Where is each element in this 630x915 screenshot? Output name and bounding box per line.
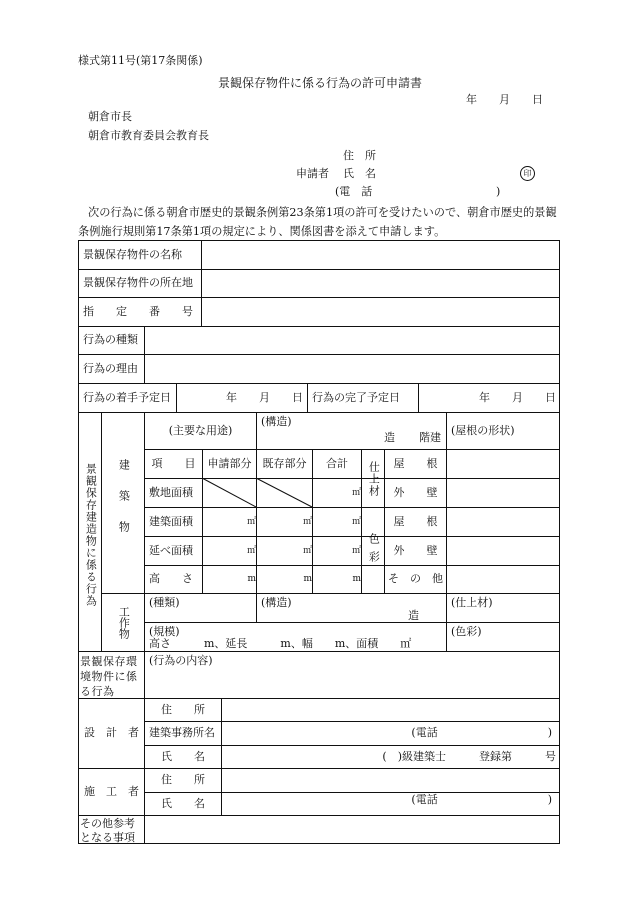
site-area-label: 敷地面積 <box>149 485 193 499</box>
col-item: 項 目 <box>151 456 196 470</box>
start-date-value: 年 月 日 <box>226 390 303 404</box>
color-label: 色彩 <box>367 532 381 569</box>
designer-name-label: 氏 名 <box>161 749 205 763</box>
action-type-label: 行為の種類 <box>83 333 138 347</box>
action-reason-label: 行為の理由 <box>83 361 138 375</box>
designer-address-label: 住 所 <box>161 702 205 716</box>
building-label: 建築物 <box>117 458 131 552</box>
applicant-name-label: 氏 名 <box>343 167 376 180</box>
main-use-label: (主要な用途) <box>168 423 233 437</box>
color-outer-wall-label: 外 壁 <box>393 543 438 557</box>
applicant-address-label: 住 所 <box>343 149 376 162</box>
architect-registration: ( )級建築士 登録第 号 <box>382 749 556 763</box>
designation-number-label: 指 定 番 号 <box>83 304 193 318</box>
env-property-label: 景観保存環境物件に係る行為 <box>80 655 138 698</box>
roof-label: 屋 根 <box>393 456 438 470</box>
height-total-unit: m <box>352 574 361 585</box>
color-other-label: そ の 他 <box>388 572 443 586</box>
start-date-label: 行為の着手予定日 <box>83 390 171 404</box>
structure-work-label: 工作物 <box>117 606 131 639</box>
height-applied-unit: m <box>247 574 256 585</box>
page-title: 景観保存物件に係る行為の許可申請書 <box>218 76 423 90</box>
constructor-address-label: 住 所 <box>161 773 205 787</box>
end-date-label: 行為の完了予定日 <box>312 390 400 404</box>
structure-floors: 階建 <box>419 431 441 444</box>
designer-label: 設 計 者 <box>84 726 139 740</box>
applicant-phone-close: ) <box>496 185 501 198</box>
applicant-phone-label: (電 話 <box>335 185 373 198</box>
roof-shape-label: (屋根の形状) <box>451 423 515 437</box>
building-area-label: 建築面積 <box>149 514 193 528</box>
outer-wall-label: 外 壁 <box>393 485 438 499</box>
site-area-total-unit: ㎡ <box>351 487 361 498</box>
work-structure-label: (構造) <box>261 596 292 609</box>
structure-zou: 造 <box>384 431 395 444</box>
other-reference-label: その他参考となる事項 <box>80 817 135 845</box>
action-content-label: (行為の内容) <box>149 654 213 667</box>
work-structure-zou: 造 <box>408 609 419 622</box>
building-area-total-unit: ㎡ <box>351 516 361 527</box>
height-existing-unit: m <box>303 574 312 585</box>
finish-material-label: 仕上材 <box>367 460 381 497</box>
building-group-label: 景観保存建造物に係る行為 <box>84 463 98 607</box>
designer-office-label: 建築事務所名 <box>149 726 215 740</box>
height-label: 高 さ <box>149 572 193 586</box>
floor-area-label: 延べ面積 <box>149 543 193 557</box>
floor-area-total-unit: ㎡ <box>351 545 361 556</box>
end-date-value: 年 月 日 <box>479 390 556 404</box>
constructor-name-label: 氏 名 <box>161 796 205 810</box>
col-applied: 申請部分 <box>207 456 252 470</box>
application-date: 年 月 日 <box>466 93 543 106</box>
work-color-label: (色彩) <box>451 625 482 638</box>
building-area-existing-unit: ㎡ <box>302 516 312 527</box>
form-number: 様式第11号(第17条関係) <box>78 54 203 67</box>
floor-area-existing-unit: ㎡ <box>302 545 312 556</box>
scale-label: (規模) <box>149 625 180 638</box>
constructor-label: 施 工 者 <box>84 784 139 798</box>
property-location-label: 景観保存物件の所在地 <box>83 276 193 290</box>
constructor-phone: (電話 ) <box>411 793 552 806</box>
work-finish-material-label: (仕上材) <box>451 596 493 609</box>
kind-label: (種類) <box>149 596 180 609</box>
color-roof-label: 屋 根 <box>393 514 438 528</box>
body-text-line-2: 条例施行規則第17条第1項の規定により、関係図書を添えて申請します。 <box>78 225 446 238</box>
seal-mark: 印 <box>520 166 535 181</box>
scale-detail: 高さ m、延長 m、幅 m、面積 ㎡ <box>149 637 412 650</box>
structure-label: (構造) <box>261 415 292 428</box>
floor-area-applied-unit: ㎡ <box>246 545 256 556</box>
addressee-superintendent: 朝倉市教育委員会教育長 <box>88 129 209 142</box>
designer-phone: (電話 ) <box>411 726 552 740</box>
col-total: 合計 <box>326 456 348 470</box>
col-existing: 既存部分 <box>262 456 307 470</box>
property-name-label: 景観保存物件の名称 <box>83 247 182 261</box>
building-area-applied-unit: ㎡ <box>246 516 256 527</box>
addressee-mayor: 朝倉市長 <box>88 110 132 123</box>
body-text-line-1: 次の行為に係る朝倉市歴史的景観条例第23条第1項の許可を受けたいので、朝倉市歴史的景観 <box>88 206 557 219</box>
applicant-prefix: 申請者 <box>296 167 329 180</box>
